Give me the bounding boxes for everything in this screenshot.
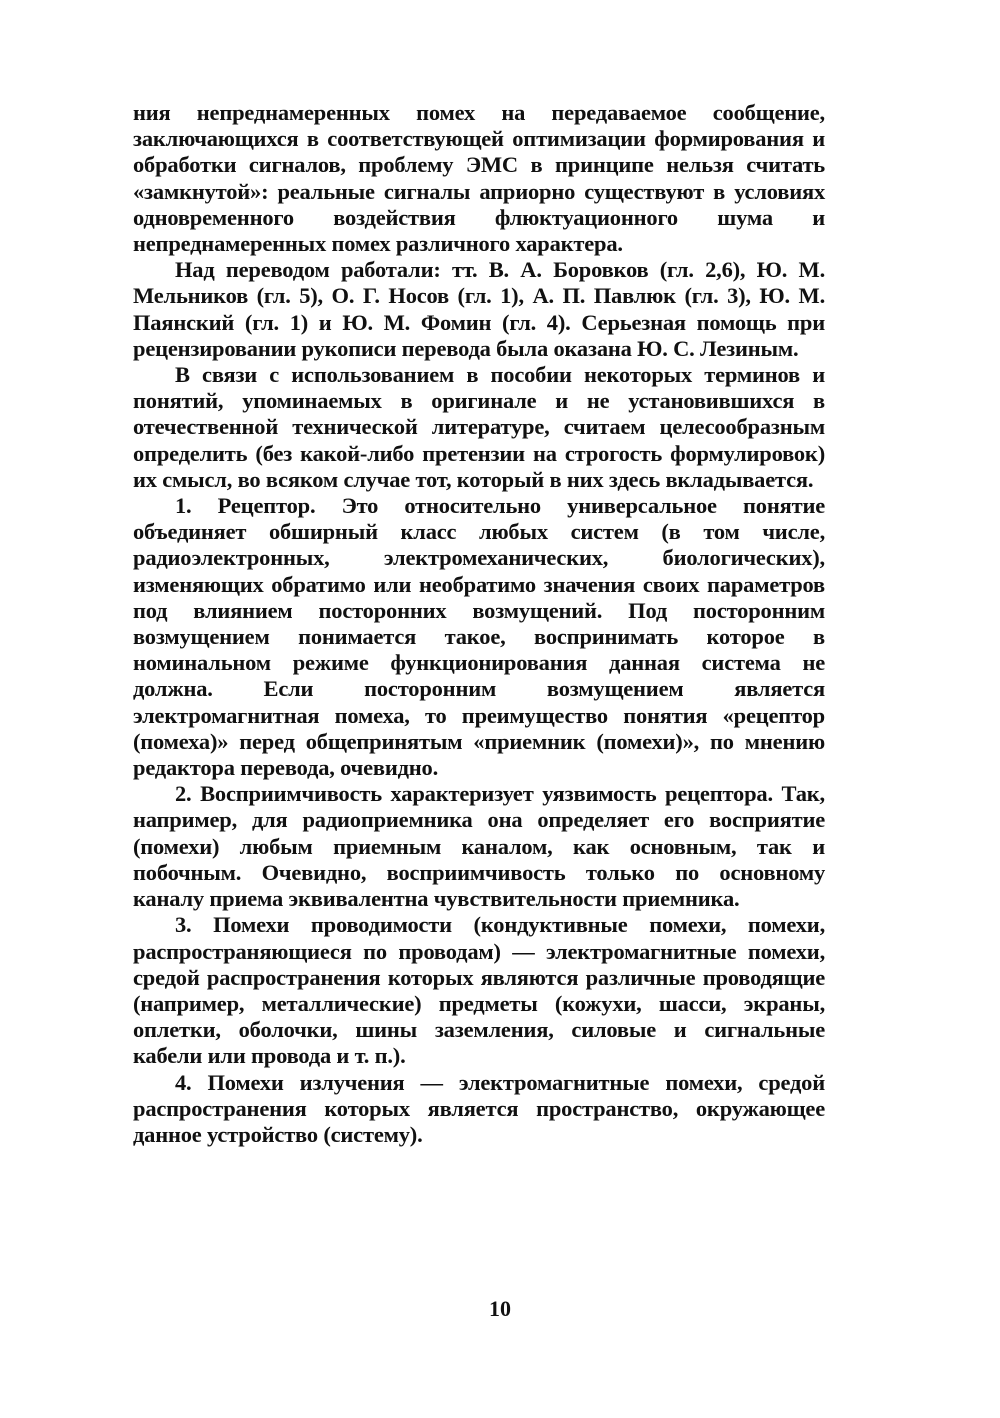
- paragraph-term-susceptibility: 2. Восприимчивость характеризует уязвимость рецептора. Так, например, для радиоприемника она определяет его восприятие (помехи) любым приемным каналом, как основным, так и побочным. Очевидно, восприимчивость только по основному каналу приема эквивалентна чувствительности приемника.: [133, 781, 825, 912]
- paragraph-term-conducted-interference: 3. Помехи проводимости (кондуктивные помехи, помехи, распространяющиеся по проводам) — электромагнитные помехи, средой распространения которых являются различные проводящие (например, металлические) предметы (кожухи, шасси, экраны, оплетки, оболочки, шины заземления, силовые и сигнальные кабели или провода и т. п.).: [133, 912, 825, 1069]
- paragraph-term-radiated-interference: 4. Помехи излучения — электромагнитные помехи, средой распространения которых является пространство, окружающее данное устройство (систему).: [133, 1069, 825, 1147]
- body-text: [133, 100, 825, 1148]
- paragraph-continuation: ния непреднамеренных помех на передаваемое сообщение, заключающихся в соответствующей оптимизации формирования и обработки сигналов, проблему ЭМС в принципе нельзя считать «замкнутой»: реальные сигналы априорно существуют в условиях одновременного воздействия флюктуационного шума и непреднамеренных помех различного характера.: [133, 100, 825, 257]
- paragraph-term-receptor: 1. Рецептор. Это относительно универсальное понятие объединяет обширный класс любых систем (в том числе, радиоэлектронных, электромеханических, биологических), изменяющих обратимо или необратимо значения своих параметров под влиянием посторонних возмущений. Под посторонним возмущением понимается такое, воспринимать которое в номинальном режиме функционирования данная система не должна. Если посторонним возмущением является электромагнитная помеха, то преимущество понятия «рецептор (помеха)» перед общепринятым «приемник (помехи)», по мнению редактора перевода, очевидно.: [133, 493, 825, 781]
- page-number: 10: [489, 1296, 511, 1321]
- paragraph-terms-intro: В связи с использованием в пособии некоторых терминов и понятий, упоминаемых в оригинале и не установившихся в отечественной технической литературе, считаем целесообразным определить (без какой-либо претензии на строгость формулировок) их смысл, во всяком случае тот, который в них здесь вкладывается.: [133, 362, 825, 492]
- paragraph-translators: Над переводом работали: тт. В. А. Боровков (гл. 2,6), Ю. М. Мельников (гл. 5), О. Г. Носов (гл. 1), А. П. Павлюк (гл. 3), Ю. М. Паянский (гл. 1) и Ю. М. Фомин (гл. 4). Серьезная помощь при рецензировании рукописи перевода была оказана Ю. С. Лезиным.: [133, 257, 825, 361]
